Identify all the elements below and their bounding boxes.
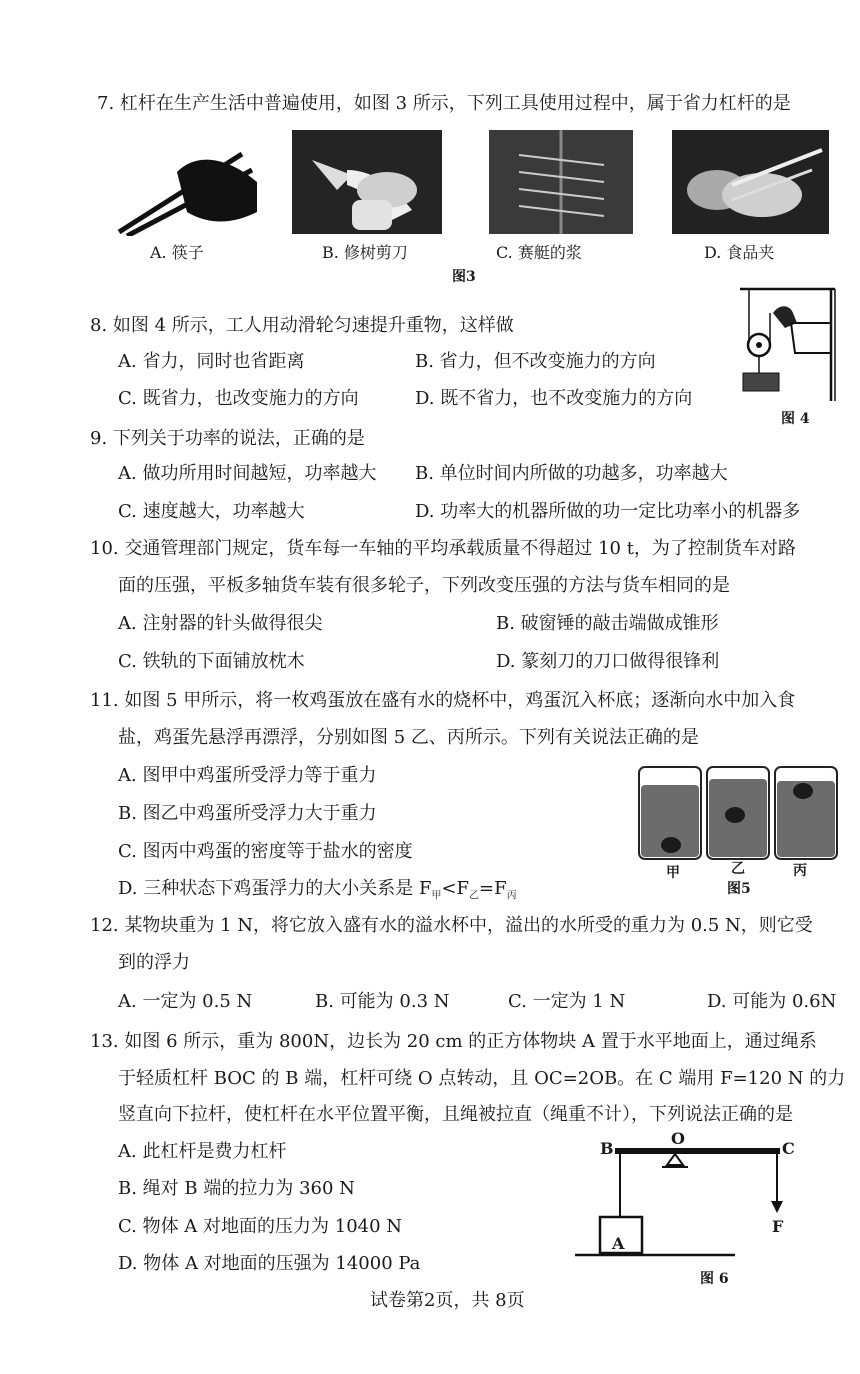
q13-stem-line1: 13. 如图 6 所示，重为 800N，边长为 20 cm 的正方体物块 A 置于水平地面上，通过绳系 (90, 1031, 817, 1052)
q9-option-a: A. 做功所用时间越短，功率越大 (118, 463, 377, 484)
q7-option-c: C. 赛艇的浆 (496, 243, 582, 262)
fulcrum (667, 1154, 683, 1165)
beaker-label-yi: 乙 (731, 861, 745, 877)
lever-label-o: O (671, 1129, 685, 1148)
q13-stem-line3: 竖直向下拉杆，使杠杆在水平位置平衡，且绳被拉直（绳重不计），下列说法正确的是 (118, 1104, 793, 1125)
q9-option-d: D. 功率大的机器所做的功一定比功率小的机器多 (415, 501, 801, 522)
beaker-bing (775, 767, 837, 859)
q9-option-b: B. 单位时间内所做的功越多，功率越大 (415, 463, 728, 484)
q10-stem-line1: 10. 交通管理部门规定，货车每一车轴的平均承载质量不得超过 10 t，为了控制货车对路 (90, 538, 796, 559)
figure-3-label: 图3 (452, 269, 476, 285)
q9-stem: 9. 下列关于功率的说法，正确的是 (90, 428, 365, 449)
q8-option-c: C. 既省力，也改变施力的方向 (118, 388, 359, 409)
q8-option-b: B. 省力，但不改变施力的方向 (415, 351, 656, 372)
figure-5-beakers-diagram (635, 763, 840, 863)
q13-stem-line2: 于轻质杠杆 BOC 的 B 端，杠杆可绕 O 点转动，且 OC=2OB。在 C 端用 F=120 N 的力 (118, 1068, 846, 1089)
q7-option-a: A. 筷子 (150, 243, 204, 262)
figure-5-label: 图5 (727, 881, 751, 897)
q7-stem: 7. 杠杆在生产生活中普遍使用，如图 3 所示，下列工具使用过程中，属于省力杠杆的是 (97, 93, 791, 114)
beaker-label-bing: 丙 (793, 863, 807, 879)
beaker-jia (639, 767, 701, 859)
q11-stem-line1: 11. 如图 5 甲所示，将一枚鸡蛋放在盛有水的烧杯中，鸡蛋沉入杯底；逐渐向水中加入食 (90, 690, 796, 711)
q12-option-a: A. 一定为 0.5 N (118, 991, 253, 1012)
q11-option-c: C. 图丙中鸡蛋的密度等于盐水的密度 (118, 841, 413, 862)
lever-label-a: A (612, 1234, 625, 1253)
page-footer: 试卷第2页，共 8页 (370, 1290, 525, 1311)
q11-option-d: D. 三种状态下鸡蛋浮力的大小关系是 $F_甲<F_乙=F_丙$ (118, 878, 517, 902)
lever-bar (615, 1148, 780, 1154)
lever-label-f: F (772, 1217, 784, 1236)
beaker-label-jia: 甲 (666, 865, 680, 881)
q12-option-c: C. 一定为 1 N (508, 991, 626, 1012)
chopsticks-photo (117, 132, 265, 236)
q8-stem: 8. 如图 4 所示，工人用动滑轮匀速提升重物，这样做 (90, 315, 514, 336)
q8-option-a: A. 省力，同时也省距离 (118, 351, 305, 372)
q8-option-d: D. 既不省力，也不改变施力的方向 (415, 388, 693, 409)
q13-option-d: D. 物体 A 对地面的压强为 14000 Pa (118, 1253, 421, 1274)
q13-option-c: C. 物体 A 对地面的压力为 1040 N (118, 1216, 403, 1237)
figure-4-pulley-diagram (735, 283, 840, 403)
q10-option-a: A. 注射器的针头做得很尖 (118, 613, 323, 634)
q9-option-c: C. 速度越大，功率越大 (118, 501, 305, 522)
q12-option-b: B. 可能为 0.3 N (315, 991, 450, 1012)
pruning-shears-photo (292, 130, 442, 234)
q11-option-a: A. 图甲中鸡蛋所受浮力等于重力 (118, 765, 377, 786)
rowing-boat-photo (489, 130, 633, 234)
q10-option-b: B. 破窗锤的敲击端做成锥形 (496, 613, 719, 634)
q10-stem-line2: 面的压强，平板多轴货车装有很多轮子，下列改变压强的方法与货车相同的是 (118, 575, 730, 596)
q10-option-c: C. 铁轨的下面铺放枕木 (118, 651, 305, 672)
q12-option-d: D. 可能为 0.6N (707, 991, 837, 1012)
q11-stem-line2: 盐，鸡蛋先悬浮再漂浮，分别如图 5 乙、丙所示。下列有关说法正确的是 (118, 727, 699, 748)
lever-label-c: C (782, 1139, 795, 1158)
beaker-yi (707, 767, 769, 859)
lever-label-b: B (600, 1139, 614, 1158)
figure-6-label: 图 6 (700, 1271, 729, 1287)
food-tongs-photo (672, 130, 829, 234)
q7-option-d: D. 食品夹 (704, 243, 775, 262)
q7-option-b: B. 修树剪刀 (322, 243, 408, 262)
q11-option-b: B. 图乙中鸡蛋所受浮力大于重力 (118, 803, 377, 824)
figure-4-label: 图 4 (781, 411, 810, 427)
q13-option-b: B. 绳对 B 端的拉力为 360 N (118, 1178, 355, 1199)
q12-stem-line2: 到的浮力 (118, 952, 190, 973)
q12-stem-line1: 12. 某物块重为 1 N，将它放入盛有水的溢水杯中，溢出的水所受的重力为 0.5 N，则它受 (90, 915, 813, 936)
q13-option-a: A. 此杠杆是费力杠杆 (118, 1141, 287, 1162)
q10-option-d: D. 篆刻刀的刀口做得很锋利 (496, 651, 720, 672)
